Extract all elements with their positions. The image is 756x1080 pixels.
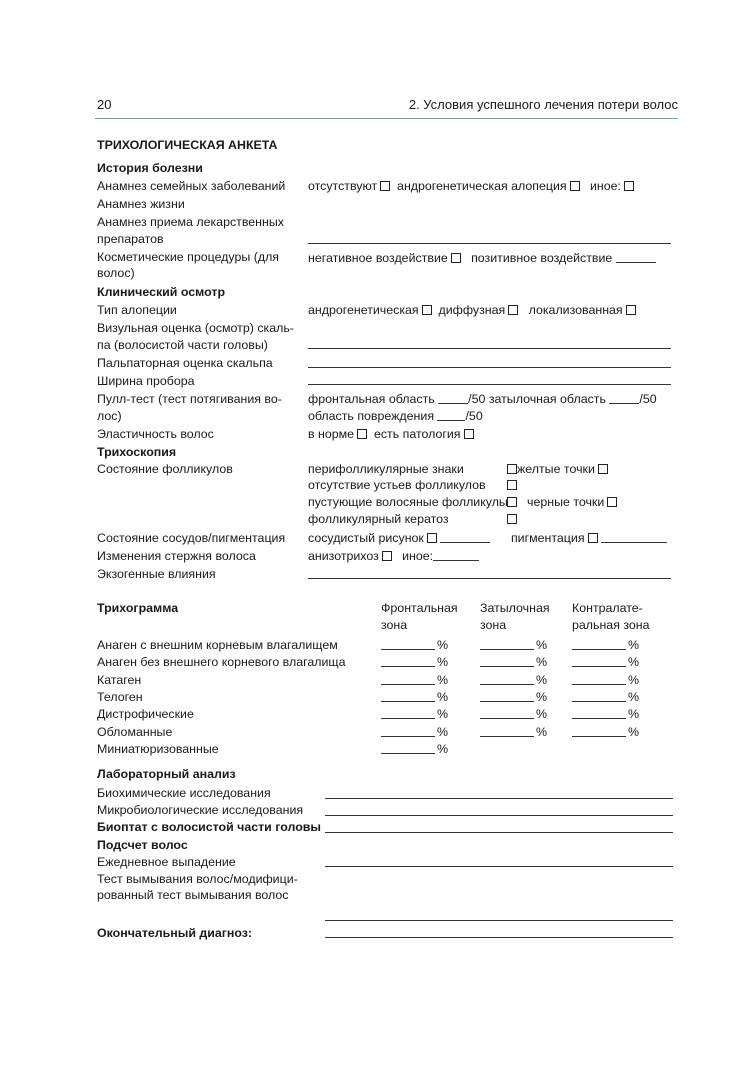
pull-label-1: Пулл-тест (тест потягивания во- bbox=[97, 392, 282, 406]
trichogram-value-line[interactable] bbox=[480, 736, 534, 737]
percent-sign: % bbox=[628, 638, 640, 652]
daily-line[interactable] bbox=[325, 866, 673, 867]
col-occipital-1: Затылочная bbox=[480, 601, 550, 615]
percent-sign: % bbox=[536, 655, 548, 670]
trichogram-row-label: Обломанные bbox=[97, 724, 173, 739]
final-line[interactable] bbox=[325, 937, 673, 938]
form-title: ТРИХОЛОГИЧЕСКАЯ АНКЕТА bbox=[97, 138, 278, 152]
col-contra-2: ральная зона bbox=[572, 618, 650, 632]
opt-shaft-other: иное: bbox=[402, 549, 434, 563]
checkbox-diffuse[interactable] bbox=[508, 305, 518, 315]
pull-frontal: фронтальная область bbox=[308, 392, 435, 406]
drugs-line[interactable] bbox=[308, 243, 671, 244]
foll-opt-yellow bbox=[517, 461, 608, 477]
vessels-label: Состояние сосудов/пигментация bbox=[97, 531, 286, 545]
trichogram-value-line[interactable] bbox=[381, 684, 435, 685]
life-label: Анамнез жизни bbox=[97, 197, 185, 211]
checkbox-anisotrichosis[interactable] bbox=[382, 551, 392, 561]
pull-row-1 bbox=[308, 391, 657, 407]
pull-occipital-line[interactable] bbox=[609, 392, 639, 404]
pull-row-2 bbox=[308, 408, 483, 424]
elast-label: Эластичность волос bbox=[97, 427, 214, 441]
opt-androgenetic-type: андрогенетическая bbox=[308, 303, 419, 317]
trichogram-value-line[interactable] bbox=[381, 649, 435, 650]
palp-line[interactable] bbox=[308, 367, 671, 368]
percent-sign: % bbox=[437, 655, 449, 670]
foll-opt-no-openings: отсутствие устьев фолликулов bbox=[308, 478, 486, 492]
percent-sign: % bbox=[437, 707, 449, 722]
exam-heading: Клинический осмотр bbox=[97, 285, 226, 299]
chapter-title: 2. Условия успешного лечения потери волос bbox=[408, 97, 678, 112]
family-options bbox=[308, 178, 634, 194]
percent-sign: % bbox=[437, 638, 449, 652]
percent-sign: % bbox=[437, 689, 449, 704]
col-frontal-2: зона bbox=[381, 618, 408, 632]
checkbox-yellow[interactable] bbox=[598, 464, 608, 474]
bio-line[interactable] bbox=[325, 798, 673, 799]
opt-normal: в норме bbox=[308, 427, 355, 441]
visual-line[interactable] bbox=[308, 348, 671, 349]
percent-sign: % bbox=[628, 655, 640, 670]
col-contra-1: Контралате- bbox=[572, 601, 643, 615]
tricho-heading: Трихоскопия bbox=[97, 445, 177, 459]
trichogram-value-line[interactable] bbox=[381, 736, 435, 737]
foll-opt-empty: пустующие волосяные фолликулы bbox=[308, 495, 508, 509]
micro-label: Микробиологические исследования bbox=[97, 803, 304, 817]
checkbox-normal[interactable] bbox=[357, 429, 367, 439]
drugs-label-1: Анамнез приема лекарственных bbox=[97, 215, 284, 229]
trichogram-value-line[interactable] bbox=[480, 701, 534, 702]
daily-label: Ежедневное выпадение bbox=[97, 855, 236, 869]
trichogram-value-line[interactable] bbox=[381, 666, 435, 667]
checkbox-no-openings[interactable] bbox=[507, 480, 517, 490]
checkbox-perifollicular[interactable] bbox=[507, 464, 517, 474]
cosm-options bbox=[308, 250, 656, 266]
trichogram-value-line[interactable] bbox=[572, 718, 626, 719]
palp-label: Пальпаторная оценка скальпа bbox=[97, 356, 273, 370]
checkbox-keratosis[interactable] bbox=[507, 514, 517, 524]
positive-line[interactable] bbox=[616, 251, 656, 263]
alopecia-options bbox=[308, 302, 636, 318]
percent-sign: % bbox=[628, 689, 640, 704]
visual-label-2: па (волосистой части головы) bbox=[97, 338, 268, 352]
trichogram-value-line[interactable] bbox=[480, 649, 534, 650]
shaft-options bbox=[308, 548, 479, 564]
opt-other: иное: bbox=[589, 179, 621, 193]
wash-label-2: рованный тест вымывания волос bbox=[97, 888, 289, 902]
checkbox-negative[interactable] bbox=[451, 253, 461, 263]
trichogram-value-line[interactable] bbox=[381, 753, 435, 754]
vessels-options bbox=[308, 530, 667, 546]
opt-yellow-text: желтые точки bbox=[517, 462, 595, 476]
percent-sign: % bbox=[628, 672, 640, 687]
trichogram-row-label: Анаген с внешним корневым влагалищем bbox=[97, 638, 338, 652]
percent-sign: % bbox=[536, 724, 548, 739]
exo-line[interactable] bbox=[308, 578, 671, 579]
vascular-line[interactable] bbox=[440, 531, 490, 543]
page-number: 20 bbox=[97, 97, 112, 112]
checkbox-black[interactable] bbox=[607, 497, 617, 507]
alopecia-label: Тип алопеции bbox=[97, 303, 177, 317]
percent-sign: % bbox=[437, 741, 449, 756]
pull-frontal-line[interactable] bbox=[438, 392, 468, 404]
trichogram-value-line[interactable] bbox=[381, 701, 435, 702]
checkbox-empty[interactable] bbox=[507, 497, 517, 507]
opt-anisotrichosis: анизотрихоз bbox=[308, 549, 379, 563]
checkbox-absent[interactable] bbox=[380, 181, 390, 191]
foll-opt-black bbox=[527, 494, 617, 510]
trichogram-value-line[interactable] bbox=[572, 649, 626, 650]
percent-sign: % bbox=[536, 707, 548, 722]
trichogram-value-line[interactable] bbox=[572, 684, 626, 685]
part-label: Ширина пробора bbox=[97, 374, 195, 388]
checkbox-other[interactable] bbox=[624, 181, 634, 191]
lab-heading: Лабораторный анализ bbox=[97, 767, 236, 781]
foll-opt-keratosis: фолликулярный кератоз bbox=[308, 512, 449, 526]
trichogram-row-label: Катаген bbox=[97, 672, 142, 687]
pull-damage: область повреждения bbox=[308, 409, 435, 423]
header-rule bbox=[95, 118, 678, 119]
percent-sign: % bbox=[437, 724, 449, 739]
opt-androgenetic: андрогенетическая алопеция bbox=[397, 179, 567, 193]
biopsy-line[interactable] bbox=[325, 832, 673, 833]
pull-occipital: /50 затылочная область bbox=[468, 392, 606, 406]
trichogram-row-label: Дистрофические bbox=[97, 707, 194, 722]
foll-opt-perifollicular: перифолликулярные знаки bbox=[308, 462, 464, 476]
opt-vascular: сосудистый рисунок bbox=[308, 531, 424, 545]
opt-positive: позитивное воздействие bbox=[471, 251, 613, 265]
wash-label-1: Тест вымывания волос/модифици- bbox=[97, 872, 298, 886]
opt-localized: локализованная bbox=[528, 303, 623, 317]
pull-damage-line[interactable] bbox=[437, 409, 465, 421]
percent-sign: % bbox=[536, 638, 548, 652]
percent-sign: % bbox=[628, 724, 640, 739]
cosm-label-2: волос) bbox=[97, 266, 135, 280]
checkbox-androgenetic-type[interactable] bbox=[422, 305, 432, 315]
trichogram-heading: Трихограмма bbox=[97, 601, 179, 615]
trichogram-value-line[interactable] bbox=[572, 736, 626, 737]
trichogram-value-line[interactable] bbox=[381, 718, 435, 719]
opt-pigment: пигментация bbox=[510, 531, 585, 545]
pull-occipital-max: /50 bbox=[639, 392, 657, 406]
pigment-line[interactable] bbox=[601, 531, 667, 543]
opt-pathology: есть патология bbox=[373, 427, 461, 441]
biopsy-label: Биоптат с волосистой части головы bbox=[97, 820, 321, 834]
opt-black-text: черные точки bbox=[527, 495, 605, 509]
checkbox-localized[interactable] bbox=[626, 305, 636, 315]
pull-damage-max: /50 bbox=[465, 409, 483, 423]
trichogram-row-label: Анаген без внешнего корневого влагалища bbox=[97, 655, 346, 670]
trichogram-value-line[interactable] bbox=[572, 701, 626, 702]
trichogram-value-line[interactable] bbox=[572, 666, 626, 667]
col-frontal-1: Фронтальная bbox=[381, 601, 458, 615]
trichogram-row-label: Миниатюризованные bbox=[97, 741, 219, 756]
cosm-label-1: Косметические процедуры (для bbox=[97, 250, 280, 264]
history-heading: История болезни bbox=[97, 161, 203, 175]
wash-line[interactable] bbox=[325, 920, 673, 921]
trichogram-value-line[interactable] bbox=[480, 666, 534, 667]
final-label: Окончательный диагноз: bbox=[97, 926, 253, 940]
percent-sign: % bbox=[536, 672, 548, 687]
trichogram-row-label: Телоген bbox=[97, 689, 143, 704]
bio-label: Биохимические исследования bbox=[97, 786, 271, 800]
exo-label: Экзогенные влияния bbox=[97, 567, 216, 581]
opt-diffuse: диффузная bbox=[438, 303, 506, 317]
checkbox-pigment[interactable] bbox=[588, 533, 598, 543]
part-line[interactable] bbox=[308, 384, 671, 385]
opt-absent: отсутствуют bbox=[308, 179, 378, 193]
opt-negative: негативное воздействие bbox=[308, 251, 448, 265]
shaft-label: Изменения стержня волоса bbox=[97, 549, 256, 563]
col-occipital-2: зона bbox=[480, 618, 507, 632]
elast-options bbox=[308, 426, 474, 442]
percent-sign: % bbox=[628, 707, 640, 722]
trichogram-value-line[interactable] bbox=[480, 684, 534, 685]
foll-label: Состояние фолликулов bbox=[97, 462, 233, 476]
shaft-other-line[interactable] bbox=[433, 549, 479, 561]
percent-sign: % bbox=[437, 672, 449, 687]
checkbox-pathology[interactable] bbox=[464, 429, 474, 439]
pull-label-2: лос) bbox=[97, 409, 122, 423]
count-heading: Подсчет волос bbox=[97, 838, 188, 852]
trichogram-value-line[interactable] bbox=[480, 718, 534, 719]
drugs-label-2: препаратов bbox=[97, 232, 164, 246]
micro-line[interactable] bbox=[325, 815, 673, 816]
checkbox-vascular[interactable] bbox=[427, 533, 437, 543]
checkbox-androgenetic[interactable] bbox=[570, 181, 580, 191]
percent-sign: % bbox=[536, 689, 548, 704]
family-label: Анамнез семейных заболеваний bbox=[97, 179, 286, 193]
visual-label-1: Визульная оценка (осмотр) скаль- bbox=[97, 321, 294, 335]
